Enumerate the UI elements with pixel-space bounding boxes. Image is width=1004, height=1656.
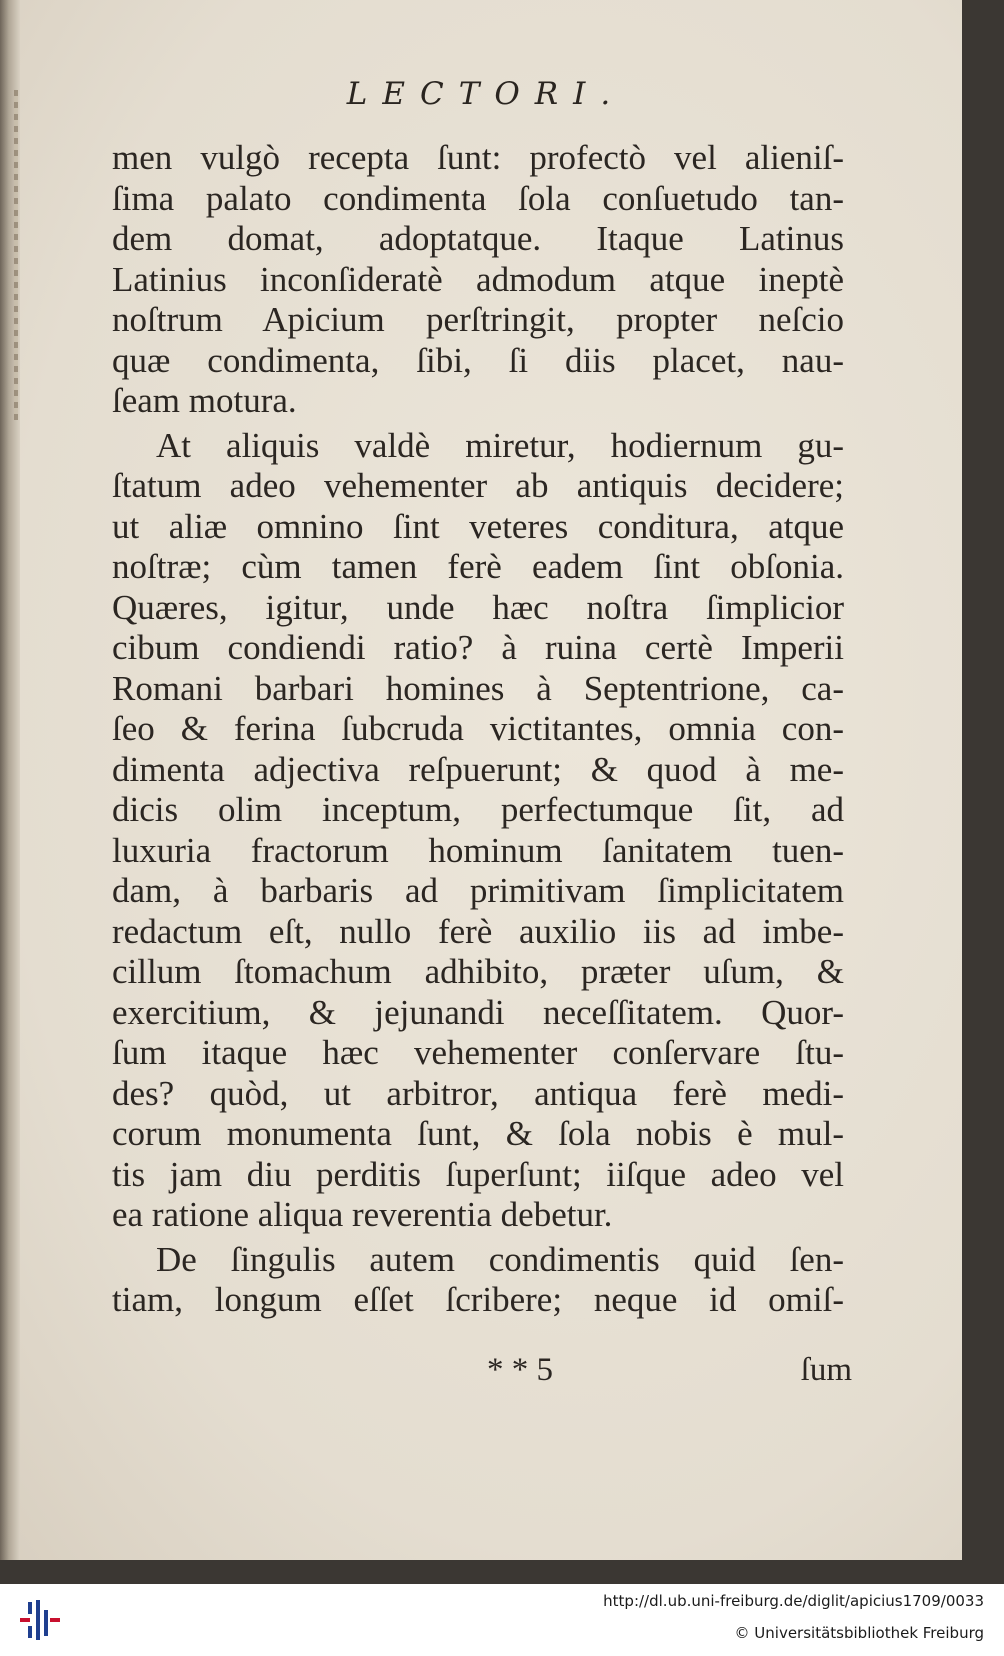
text-line: De ſingulis autem condimentis quid ſen- bbox=[156, 1239, 844, 1279]
text-line: ſum itaque hæc vehementer conſervare ſtu- bbox=[112, 1033, 844, 1072]
text-line: dimenta adjectiva reſpuerunt; & quod à me- bbox=[112, 749, 844, 789]
text-line: cillum ſtomachum adhibito, præter uſum, & bbox=[112, 952, 844, 991]
signature-mark: * * 5 bbox=[487, 1352, 553, 1388]
text-line: cibum condiendi ratio? à ruina certè Imperii bbox=[112, 628, 844, 667]
binding-thread-marks bbox=[14, 90, 18, 420]
text-line: corum monumenta ſunt, & ſola nobis è mul- bbox=[112, 1114, 844, 1153]
text-line: tis jam diu perditis ſuperſunt; iiſque adeo vel bbox=[112, 1154, 844, 1194]
text-line: tiam, longum eſſet ſcribere; neque id omiſ- bbox=[112, 1280, 844, 1319]
text-line: At aliquis valdè miretur, hodiernum gu- bbox=[156, 425, 844, 465]
text-line: ut aliæ omnino ſint veteres conditura, atque bbox=[112, 506, 844, 546]
text-line: Romani barbari homines à Septentrione, ca- bbox=[112, 668, 844, 708]
text-line: ea ratione aliqua reverentia debetur. bbox=[112, 1195, 613, 1234]
text-line: Quæres, igitur, unde hæc noſtra ſimplicior bbox=[112, 587, 844, 627]
text-line: redactum eſt, nullo ferè auxilio iis ad imbe- bbox=[112, 911, 844, 951]
text-line: luxuria fractorum hominum ſanitatem tuen- bbox=[112, 830, 844, 870]
catchline bbox=[112, 1352, 852, 1392]
text-line: noſtræ; cùm tamen ferè eadem ſint obſonia. bbox=[112, 547, 844, 586]
library-footer bbox=[0, 1584, 1004, 1656]
text-line: des? quòd, ut arbitror, antiqua ferè medi- bbox=[112, 1073, 844, 1113]
text-line: noſtrum Apicium perſtringit, propter neſcio bbox=[112, 300, 844, 339]
library-logo-icon bbox=[20, 1600, 60, 1640]
text-line: Latinius inconſideratè admodum atque ineptè bbox=[112, 259, 844, 299]
permalink-url[interactable]: http://dl.ub.uni-freiburg.de/diglit/apicius1709/0033 bbox=[603, 1592, 984, 1610]
text-line: ſima palato condimenta ſola conſuetudo tan- bbox=[112, 178, 844, 218]
text-line: quæ condimenta, ſibi, ſi diis placet, nau- bbox=[112, 340, 844, 380]
text-line: ſeam motura. bbox=[112, 381, 297, 420]
catchword: ſum bbox=[800, 1352, 852, 1388]
text-line: ſtatum adeo vehementer ab antiquis decidere; bbox=[112, 466, 844, 505]
body-text bbox=[112, 138, 844, 1321]
text-line: dicis olim inceptum, perfectumque ſit, ad bbox=[112, 790, 844, 829]
text-line: ſeo & ferina ſubcruda victitantes, omnia con- bbox=[112, 709, 844, 748]
text-line: men vulgò recepta ſunt: profectò vel alieniſ- bbox=[112, 138, 844, 177]
text-line: dem domat, adoptatque. Itaque Latinus bbox=[112, 219, 844, 258]
text-line: dam, à barbaris ad primitivam ſimplicitatem bbox=[112, 871, 844, 910]
text-line: exercitium, & jejunandi neceſſitatem. Quor- bbox=[112, 992, 844, 1032]
copyright-notice: © Universitätsbibliothek Freiburg bbox=[734, 1624, 984, 1642]
running-head: LECTORI. bbox=[346, 76, 626, 112]
